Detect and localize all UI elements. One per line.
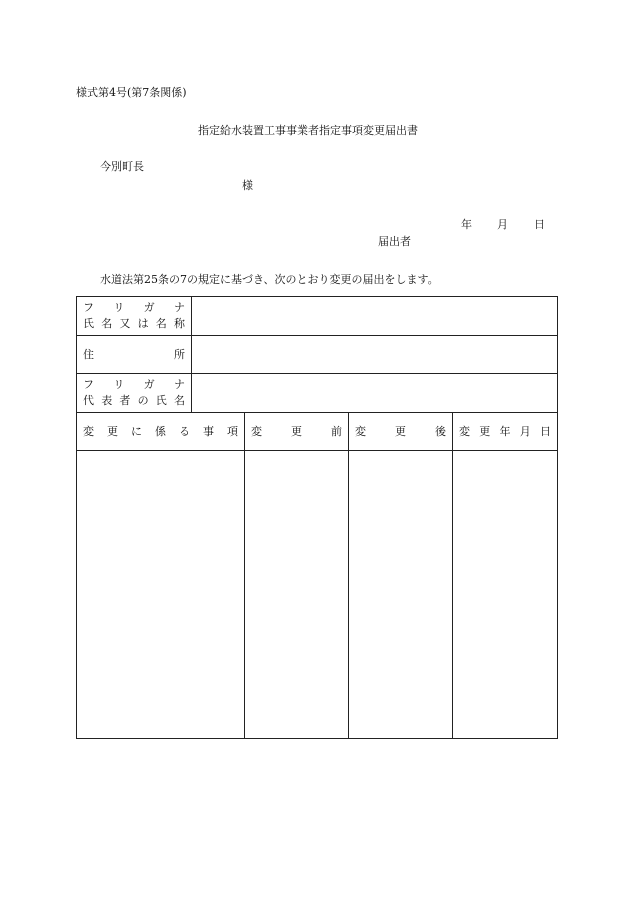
date-year-label: 年 [461,218,472,231]
change-notification-table [76,296,558,739]
statement: 水道法第25条の7の規定に基づき、次のとおり変更の届出をします。 [100,273,439,286]
header-after-change: 変 更 後 [349,413,453,451]
address-label: 住 所 [77,336,192,374]
date-month-label: 月 [497,218,508,231]
change-date-entry-cell[interactable] [453,451,558,739]
furigana-name-label [77,297,192,336]
document-title: 指定給水装置工事事業者指定事項変更届出書 [198,124,418,137]
representative-label-row: 代 表 者 の 氏 名 [83,394,185,407]
honorific: 様 [242,179,253,192]
submitter-label: 届出者 [378,235,411,248]
name-value-cell[interactable] [192,297,558,336]
furigana-row: フ リ ガ ナ [83,301,185,314]
representative-value-cell[interactable] [192,374,558,413]
furigana-representative-label [77,374,192,413]
change-item-entry-cell[interactable] [77,451,245,739]
address-value-cell[interactable] [192,336,558,374]
form-number: 様式第4号(第7条関係) [76,86,187,99]
date-day-label: 日 [534,218,545,231]
header-change-item: 変 更 に 係 る 事 項 [77,413,245,451]
furigana-row: フ リ ガ ナ [83,378,185,391]
name-label-row: 氏 名 又 は 名 称 [83,317,185,330]
before-change-entry-cell[interactable] [245,451,349,739]
header-before-change: 変 更 前 [245,413,349,451]
after-change-entry-cell[interactable] [349,451,453,739]
header-change-date: 変 更 年 月 日 [453,413,558,451]
addressee: 今別町長 [100,160,144,173]
